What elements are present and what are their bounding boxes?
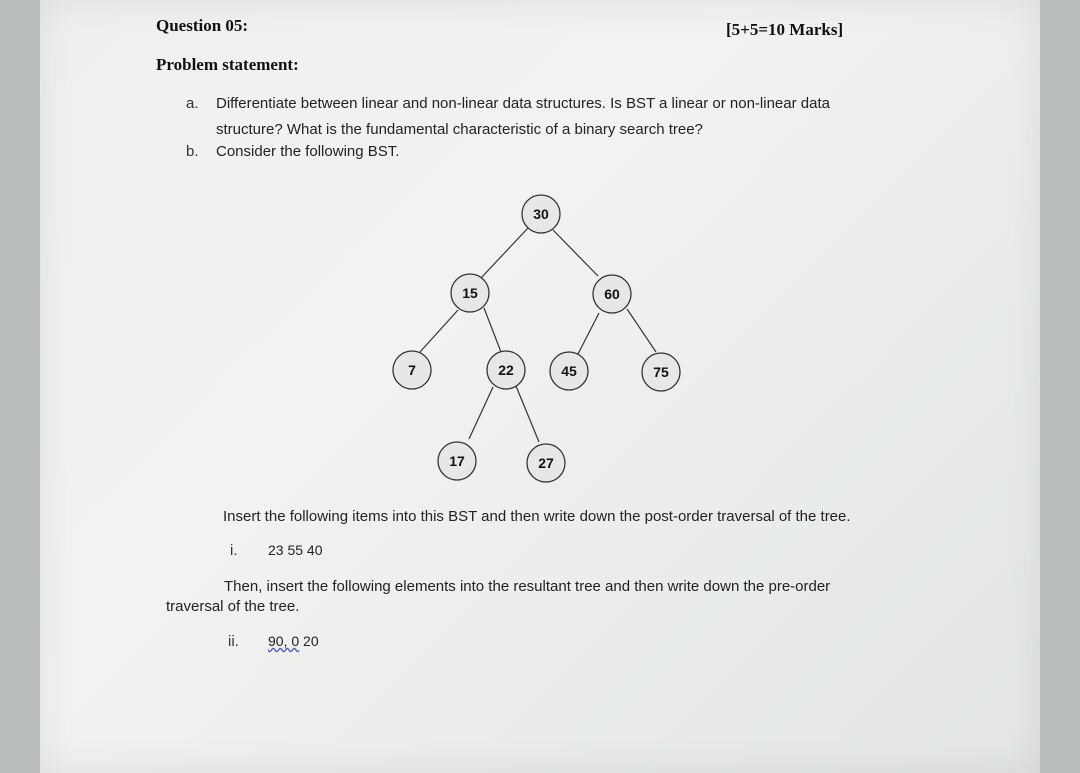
edge-15-7	[420, 310, 458, 352]
part-b-label: b.	[186, 143, 199, 160]
edge-30-15	[481, 228, 528, 278]
node-label-60: 60	[604, 286, 620, 302]
edge-15-22	[484, 308, 501, 352]
tree-node-17	[438, 442, 476, 480]
part-b-text: Consider the following BST.	[216, 143, 400, 160]
edge-60-45	[578, 313, 599, 354]
tree-node-30	[522, 195, 560, 233]
tree-node-22	[487, 351, 525, 389]
tree-node-27	[527, 444, 565, 482]
question-title: Question 05:	[156, 16, 249, 35]
tree-node-7	[393, 351, 431, 389]
edge-30-60	[553, 230, 598, 276]
item-ii-values-rest: 20	[303, 633, 319, 649]
edge-22-17	[469, 387, 493, 439]
node-label-7: 7	[408, 362, 416, 378]
tree-node-15	[451, 274, 489, 312]
node-label-15: 15	[462, 285, 478, 301]
node-label-17: 17	[449, 453, 465, 469]
bst-diagram	[380, 190, 700, 495]
part-a-label: a.	[186, 95, 199, 112]
node-label-30: 30	[533, 206, 549, 222]
edge-60-75	[627, 309, 656, 352]
item-ii-label: ii.	[228, 633, 239, 650]
tree-node-60	[593, 275, 631, 313]
marks-label: [5+5=10 Marks]	[726, 20, 844, 39]
tree-node-75	[642, 353, 680, 391]
item-ii-values-underlined: 90, 0	[268, 633, 300, 649]
part-a-line-1: Differentiate between linear and non-linear data structures. Is BST a linear or non-linear data	[216, 95, 830, 112]
tree-node-45	[550, 352, 588, 390]
node-label-45: 45	[561, 363, 577, 379]
node-label-22: 22	[498, 362, 514, 378]
item-i-values: 23 55 40	[268, 542, 323, 558]
edge-22-27	[516, 386, 539, 442]
then-instruction-line-1: Then, insert the following elements into the resultant tree and then write down the pre-order	[224, 578, 831, 595]
part-a-line-2: structure? What is the fundamental characteristic of a binary search tree?	[216, 121, 703, 138]
then-instruction-line-2: traversal of the tree.	[166, 598, 300, 615]
item-ii-values	[268, 633, 319, 649]
problem-statement-heading: Problem statement:	[156, 55, 299, 74]
node-label-75: 75	[653, 364, 669, 380]
tree-edges	[420, 228, 656, 442]
node-label-27: 27	[538, 455, 554, 471]
insert-instruction: Insert the following items into this BST and then write down the post-order traversal of the tree.	[223, 508, 851, 525]
item-i-label: i.	[230, 542, 238, 559]
